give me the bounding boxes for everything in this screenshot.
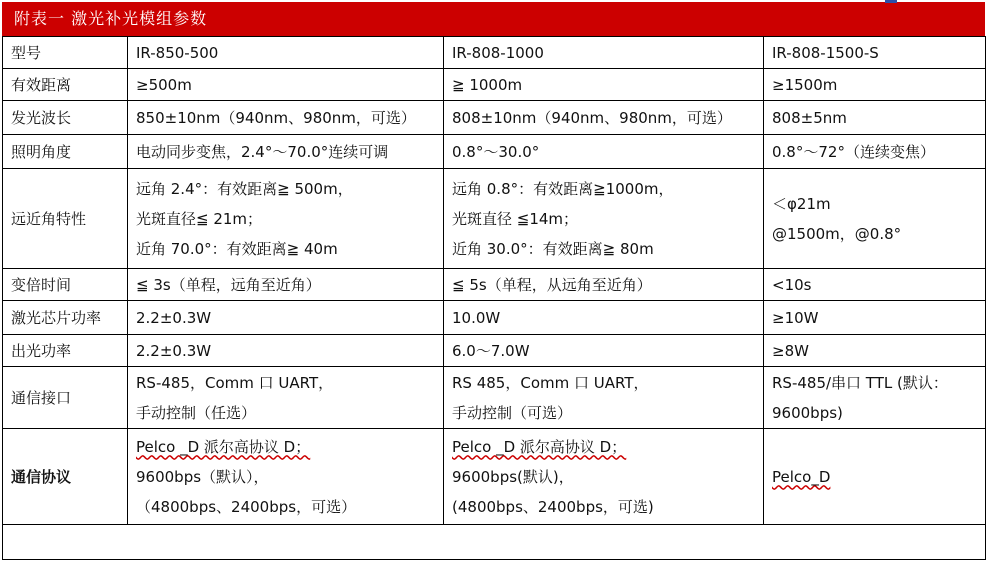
cell-line: ≥1500m xyxy=(772,75,838,94)
cell-line: ≥8W xyxy=(772,341,809,360)
parameters-table-body xyxy=(3,37,986,560)
table-cell xyxy=(128,101,444,135)
table-row xyxy=(3,367,986,429)
table-row xyxy=(3,69,986,101)
table-cell xyxy=(128,69,444,101)
table-cell xyxy=(764,301,986,335)
cell-line: @1500m，@0.8° xyxy=(772,224,902,243)
cell-line: Pelco _D 派尔高协议 D； xyxy=(452,437,627,456)
cell-line: 近角 70.0°：有效距离≧ 40m xyxy=(136,239,338,258)
table-row xyxy=(3,169,986,269)
cell-line: 6.0～7.0W xyxy=(452,341,530,360)
table-cell xyxy=(764,429,986,525)
cell-line: 10.0W xyxy=(452,308,501,327)
cell-line: ≦ 3s（单程，远角至近角） xyxy=(136,275,321,294)
row-label: 有效距离 xyxy=(3,69,128,101)
cell-line: ＜φ21m xyxy=(772,194,831,213)
row-label: 照明角度 xyxy=(3,135,128,169)
table-cell xyxy=(444,37,764,69)
cell-line: <10s xyxy=(772,275,812,294)
cell-line: 光斑直径 ≦14m； xyxy=(452,209,579,228)
table-caption: 附表一 激光补光模组参数 xyxy=(14,9,208,28)
row-label: 出光功率 xyxy=(3,335,128,367)
table-cell xyxy=(764,135,986,169)
cell-line: (4800bps、2400bps，可选) xyxy=(452,497,654,516)
table-cell xyxy=(128,335,444,367)
table-cell xyxy=(444,367,764,429)
cell-line: 808±5nm xyxy=(772,108,847,127)
cell-line: ≦ 5s（单程，从远角至近角） xyxy=(452,275,652,294)
cell-line: 手动控制（可选） xyxy=(452,403,573,422)
cell-line: RS-485/串口 TTL (默认： xyxy=(772,373,948,392)
table-cell xyxy=(444,169,764,269)
row-label: 通信协议 xyxy=(3,429,128,525)
table-cell xyxy=(764,269,986,301)
cell-line: 808±10nm（940nm、980nm，可选） xyxy=(452,108,732,127)
table-cell xyxy=(128,301,444,335)
table-cell xyxy=(764,37,986,69)
parameters-table xyxy=(2,36,986,560)
cell-line: 2.2±0.3W xyxy=(136,341,212,360)
cell-line: 远角 2.4°：有效距离≧ 500m， xyxy=(136,179,353,198)
table-cell xyxy=(444,101,764,135)
cell-line: 2.2±0.3W xyxy=(136,308,212,327)
cell-line: （4800bps、2400bps，可选） xyxy=(136,497,357,516)
decorative-mark xyxy=(885,0,897,3)
row-label: 远近角特性 xyxy=(3,169,128,269)
table-cell xyxy=(764,101,986,135)
row-label: 通信接口 xyxy=(3,367,128,429)
table-row xyxy=(3,135,986,169)
table-cell xyxy=(444,69,764,101)
cell-line: 0.8°～72°（连续变焦） xyxy=(772,142,935,161)
cell-line: 电动同步变焦，2.4°～70.0°连续可调 xyxy=(136,142,389,161)
row-label: 发光波长 xyxy=(3,101,128,135)
row-label: 变倍时间 xyxy=(3,269,128,301)
cell-line: 850±10nm（940nm、980nm，可选） xyxy=(136,108,416,127)
cell-line: 光斑直径≦ 21m； xyxy=(136,209,263,228)
table-cell xyxy=(128,37,444,69)
table-row xyxy=(3,429,986,525)
table-cell xyxy=(128,169,444,269)
table-cell xyxy=(128,269,444,301)
table-row xyxy=(3,335,986,367)
table-cell xyxy=(128,135,444,169)
table-row xyxy=(3,101,986,135)
cell-line: IR-808-1000 xyxy=(452,43,544,62)
cell-line: ≥10W xyxy=(772,308,819,327)
table-cell xyxy=(764,69,986,101)
row-label: 型号 xyxy=(3,37,128,69)
table-cell xyxy=(764,367,986,429)
table-cell xyxy=(444,301,764,335)
table-cell xyxy=(128,367,444,429)
cell-line: RS 485，Comm 口 UART， xyxy=(452,373,649,392)
cell-line: 0.8°～30.0° xyxy=(452,142,540,161)
cell-line: Pelco _D 派尔高协议 D； xyxy=(136,437,311,456)
table-cell xyxy=(444,335,764,367)
table-cell xyxy=(444,135,764,169)
cell-line: IR-808-1500-S xyxy=(772,43,879,62)
empty-row xyxy=(3,525,986,560)
cell-line: ≧ 1000m xyxy=(452,75,523,94)
table-row xyxy=(3,269,986,301)
cell-line: RS-485，Comm 口 UART， xyxy=(136,373,334,392)
table-row xyxy=(3,301,986,335)
cell-line: 9600bps（默认）， xyxy=(136,467,269,486)
cell-line: 9600bps(默认)， xyxy=(452,467,574,486)
cell-line: ≥500m xyxy=(136,75,192,94)
cell-line: 远角 0.8°：有效距离≧1000m， xyxy=(452,179,674,198)
table-cell xyxy=(444,429,764,525)
table-row xyxy=(3,37,986,69)
row-label: 激光芯片功率 xyxy=(3,301,128,335)
empty-cell xyxy=(3,525,986,560)
cell-line: 9600bps) xyxy=(772,403,843,422)
cell-line: IR-850-500 xyxy=(136,43,219,62)
cell-line: 近角 30.0°：有效距离≧ 80m xyxy=(452,239,654,258)
cell-line: 手动控制（任选） xyxy=(136,403,257,422)
cell-line: Pelco_D xyxy=(772,467,831,486)
table-caption-banner xyxy=(2,2,985,36)
table-cell xyxy=(764,169,986,269)
table-cell xyxy=(764,335,986,367)
table-cell xyxy=(444,269,764,301)
table-cell xyxy=(128,429,444,525)
